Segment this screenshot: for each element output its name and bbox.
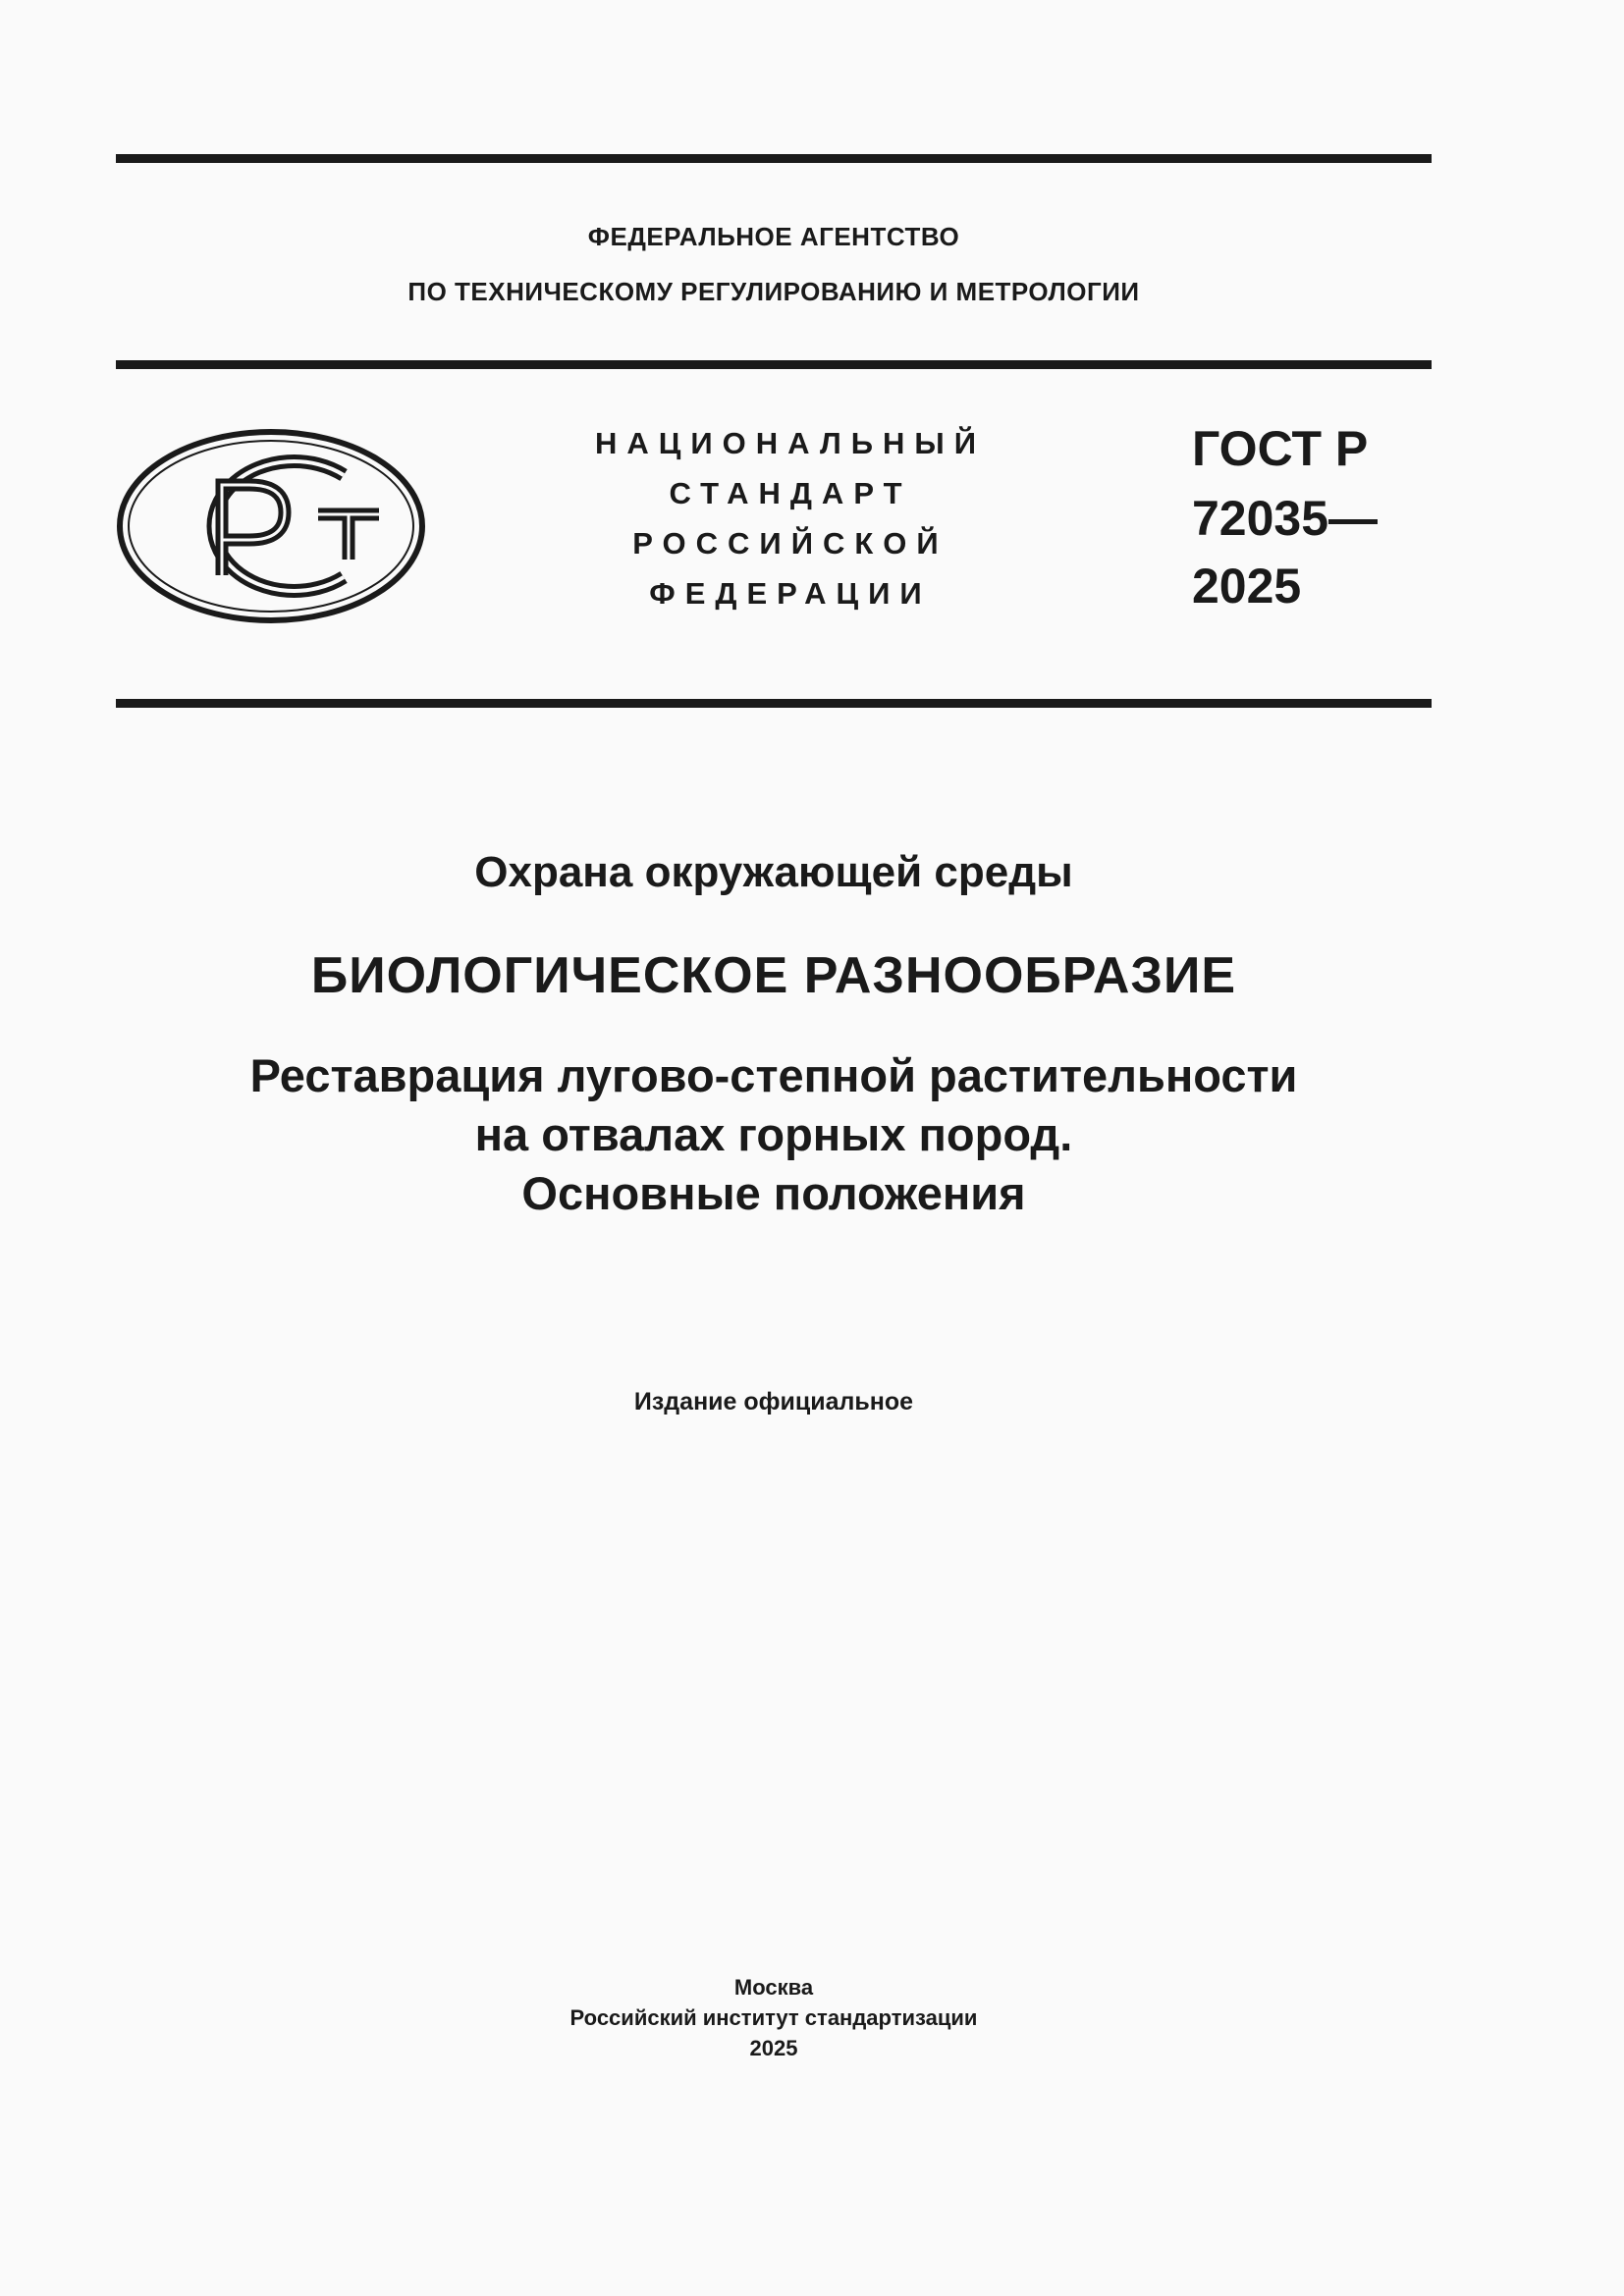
document-title-category: Охрана окружающей среды <box>474 848 1073 896</box>
document-subtitle-line-3: Основные положения <box>521 1167 1026 1219</box>
top-rule <box>116 154 1432 163</box>
national-standard-line-1: НАЦИОНАЛЬНЫЙ <box>594 426 987 460</box>
document-subtitle-line-1: Реставрация лугово-степной растительности <box>249 1049 1298 1101</box>
agency-name-line-1: ФЕДЕРАЛЬНОЕ АГЕНТСТВО <box>587 222 960 251</box>
standard-designation-line-2: 72035— <box>1192 491 1379 546</box>
header-rule <box>116 360 1432 369</box>
document-subtitle-line-2: на отвалах горных пород. <box>474 1108 1073 1160</box>
imprint-year: 2025 <box>749 2036 798 2060</box>
edition-label: Издание официальное <box>633 1388 914 1415</box>
national-standard-line-2: СТАНДАРТ <box>669 476 912 510</box>
national-standard-line-3: РОССИЙСКОЙ <box>632 526 948 561</box>
rst-certification-mark-icon <box>116 428 426 624</box>
standard-designation-line-1: ГОСТ Р <box>1192 421 1369 476</box>
document-title-main: БИОЛОГИЧЕСКОЕ РАЗНООБРАЗИЕ <box>310 947 1237 1004</box>
imprint-city: Москва <box>733 1975 814 2000</box>
national-standard-line-4: ФЕДЕРАЦИИ <box>649 576 932 611</box>
imprint-publisher: Российский институт стандартизации <box>569 2005 978 2030</box>
agency-name-line-2: ПО ТЕХНИЧЕСКОМУ РЕГУЛИРОВАНИЮ И МЕТРОЛОГИИ <box>407 277 1140 306</box>
bottom-header-rule <box>116 699 1432 708</box>
standard-designation-line-3: 2025 <box>1192 559 1302 614</box>
